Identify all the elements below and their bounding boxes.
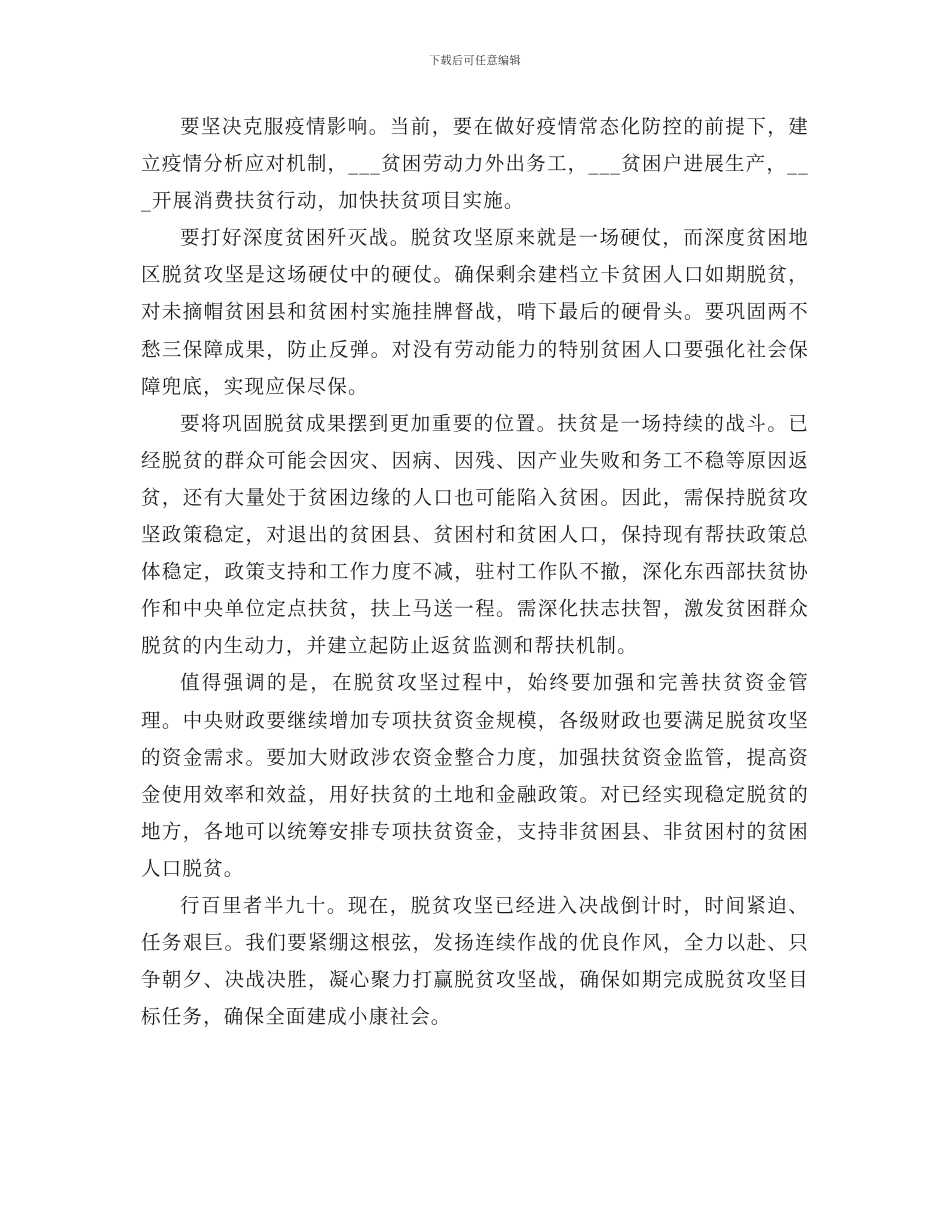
page-header: 下载后可任意编辑 <box>429 54 521 67</box>
paragraph-4: 值得强调的是，在脱贫攻坚过程中，始终要加强和完善扶贫资金管理。中央财政要继续增加专项扶贫资金规模，各级财政也要满足脱贫攻坚的资金需求。要加大财政涉农资金整合力度，加强扶贫资金监管，提高资金使用效率和效益，用好扶贫的土地和金融政策。对已经实现稳定脱贫的地方，各地可以统筹安排专项扶贫资金，支持非贫困县、非贫困村的贫困人口脱贫。 <box>141 671 809 880</box>
paragraph-2: 要打好深度贫困歼灭战。脱贫攻坚原来就是一场硬仗，而深度贫困地区脱贫攻坚是这场硬仗中的硬仗。确保剩余建档立卡贫困人口如期脱贫，对未摘帽贫困县和贫困村实施挂牌督战，啃下最后的硬骨头。要巩固两不愁三保障成果，防止反弹。对没有劳动能力的特别贫困人口要强化社会保障兜底，实现应保尽保。 <box>141 226 809 398</box>
document-body <box>141 108 809 1035</box>
paragraph-5: 行百里者半九十。现在，脱贫攻坚已经进入决战倒计时，时间紧迫、任务艰巨。我们要紧绷这根弦，发扬连续作战的优良作风，全力以赴、只争朝夕、决战决胜，凝心聚力打赢脱贫攻坚战，确保如期完成脱贫攻坚目标任务，确保全面建成小康社会。 <box>141 893 809 1029</box>
paragraph-1: 要坚决克服疫情影响。当前，要在做好疫情常态化防控的前提下，建立疫情分析应对机制，___贫困劳动力外出务工，___贫困户进展生产，___开展消费扶贫行动，加快扶贫项目实施。 <box>141 115 809 213</box>
paragraph-3: 要将巩固脱贫成果摆到更加重要的位置。扶贫是一场持续的战斗。已经脱贫的群众可能会因灾、因病、因残、因产业失败和务工不稳等原因返贫，还有大量处于贫困边缘的人口也可能陷入贫困。因此，需保持脱贫攻坚政策稳定，对退出的贫困县、贫困村和贫困人口，保持现有帮扶政策总体稳定，政策支持和工作力度不减，驻村工作队不撤，深化东西部扶贫协作和中央单位定点扶贫，扶上马送一程。需深化扶志扶智，激发贫困群众脱贫的内生动力，并建立起防止返贫监测和帮扶机制。 <box>141 411 809 658</box>
